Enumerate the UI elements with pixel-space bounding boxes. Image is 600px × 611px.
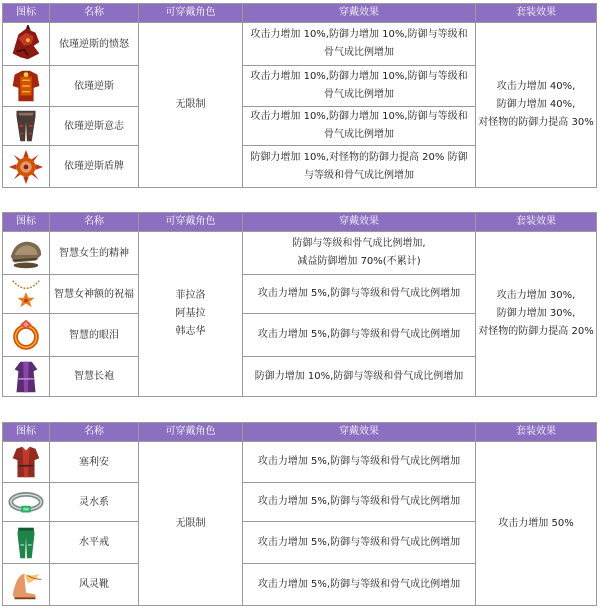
- header-icon: 图标: [3, 213, 50, 232]
- stone-helm-icon: [7, 234, 45, 272]
- item-name: 智慧女神额的祝福: [50, 275, 139, 314]
- set-table-1: [2, 3, 597, 188]
- item-effect: 防御力增加 10%,防御与等级和骨气成比例增加: [243, 357, 476, 397]
- item-icon-cell: [3, 107, 50, 146]
- item-name: 智慧长袍: [50, 357, 139, 397]
- header-role: 可穿戴角色: [139, 4, 243, 23]
- red-vest-icon: [7, 443, 45, 481]
- item-icon-cell: [3, 357, 50, 397]
- set-effect: 攻击力增加 40%, 防御力增加 40%, 对怪物的防御力提高 30%: [476, 23, 597, 188]
- header-name: 名称: [50, 213, 139, 232]
- header-set: 套装效果: [476, 213, 597, 232]
- item-effect: 防御与等级和骨气成比例增加, 减益防御增加 70%(不累计): [243, 232, 476, 275]
- silver-belt-icon: [7, 483, 45, 521]
- set-table-3: [2, 422, 597, 606]
- table-row: [3, 442, 597, 483]
- red-armor-icon: [7, 67, 45, 105]
- table-row: [3, 232, 597, 275]
- item-effect: 防御力增加 10%,对怪物的防御力提高 20% 防御与等级和骨气成比例增加: [243, 146, 476, 188]
- item-name: 智慧的眼泪: [50, 314, 139, 357]
- header-set: 套装效果: [476, 4, 597, 23]
- item-icon-cell: [3, 66, 50, 107]
- orange-ring-icon: [7, 316, 45, 354]
- item-effect: 攻击力增加 5%,防御与等级和骨气成比例增加: [243, 564, 476, 606]
- header-role: 可穿戴角色: [139, 213, 243, 232]
- header-name: 名称: [50, 4, 139, 23]
- item-name: 风灵靴: [50, 564, 139, 606]
- table-header-row: [3, 423, 597, 442]
- item-effect: 攻击力增加 5%,防御与等级和骨气成比例增加: [243, 275, 476, 314]
- item-effect: 攻击力增加 5%,防御与等级和骨气成比例增加: [243, 483, 476, 522]
- item-effect: 攻击力增加 10%,防御力增加 10%,防御与等级和骨气成比例增加: [243, 107, 476, 146]
- item-name: 依瑾逆斯: [50, 66, 139, 107]
- header-effect: 穿戴效果: [243, 213, 476, 232]
- item-effect: 攻击力增加 5%,防御与等级和骨气成比例增加: [243, 314, 476, 357]
- item-icon-cell: [3, 483, 50, 522]
- purple-robe-icon: [7, 358, 45, 396]
- header-set: 套装效果: [476, 423, 597, 442]
- header-name: 名称: [50, 423, 139, 442]
- item-icon-cell: [3, 23, 50, 66]
- sun-shield-icon: [7, 148, 45, 186]
- item-name: 塞利安: [50, 442, 139, 483]
- item-icon-cell: [3, 314, 50, 357]
- header-role: 可穿戴角色: [139, 423, 243, 442]
- header-effect: 穿戴效果: [243, 423, 476, 442]
- table-header-row: [3, 213, 597, 232]
- dragon-helm-icon: [7, 25, 45, 63]
- item-icon-cell: [3, 232, 50, 275]
- header-effect: 穿戴效果: [243, 4, 476, 23]
- item-icon-cell: [3, 146, 50, 188]
- wing-boots-icon: [7, 566, 45, 604]
- wearable-role: 无限制: [139, 442, 243, 606]
- wearable-role: 菲拉洛 阿基拉 韩志华: [139, 232, 243, 397]
- set-effect: 攻击力增加 30%, 防御力增加 30%, 对怪物的防御力提高 20%: [476, 232, 597, 397]
- header-icon: 图标: [3, 423, 50, 442]
- item-name: 灵水系: [50, 483, 139, 522]
- item-icon-cell: [3, 522, 50, 564]
- table-row: [3, 23, 597, 66]
- star-necklace-icon: [7, 275, 45, 313]
- item-name: 依瑾逆斯意志: [50, 107, 139, 146]
- item-name: 依瑾逆斯的愤怒: [50, 23, 139, 66]
- item-icon-cell: [3, 275, 50, 314]
- header-icon: 图标: [3, 4, 50, 23]
- table-header-row: [3, 4, 597, 23]
- wearable-role: 无限制: [139, 23, 243, 188]
- item-icon-cell: [3, 564, 50, 606]
- item-name: 依瑾逆斯盾牌: [50, 146, 139, 188]
- item-effect: 攻击力增加 5%,防御与等级和骨气成比例增加: [243, 442, 476, 483]
- set-effect: 攻击力增加 50%: [476, 442, 597, 606]
- set-table-2: [2, 212, 597, 397]
- item-effect: 攻击力增加 10%,防御力增加 10%,防御与等级和骨气成比例增加: [243, 23, 476, 66]
- green-pants-icon: [7, 524, 45, 562]
- item-effect: 攻击力增加 5%,防御与等级和骨气成比例增加: [243, 522, 476, 564]
- dark-greaves-icon: [7, 107, 45, 145]
- item-effect: 攻击力增加 10%,防御力增加 10%,防御与等级和骨气成比例增加: [243, 66, 476, 107]
- item-name: 智慧女生的精神: [50, 232, 139, 275]
- item-icon-cell: [3, 442, 50, 483]
- item-name: 水平戒: [50, 522, 139, 564]
